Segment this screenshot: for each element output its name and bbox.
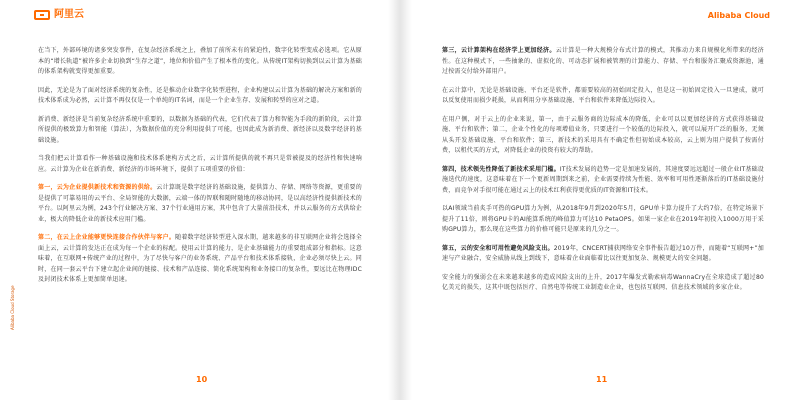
paragraph-lead: 第一，云为企业提供新技术和资源的供给。 — [38, 184, 157, 191]
paragraph — [442, 46, 764, 78]
paragraph-text: 2019年，CNCERT捕获网络安全事件报告超过10万件，而随着“互联网+”加速与产业融合，安全威胁从线上到线下，意味着企业面临着比以往更加复杂、规模更大的安全问题。 — [442, 244, 764, 262]
page-number-left: 10 — [196, 375, 208, 384]
paragraph-text: 新消费、新经济是当前复杂经济系统中重要的，以数据为基础的代表，它们代表了算力和智能为手段的新阶段，云计算所提供的极致算力和智能（算法），为数据价值的充分利用提供了可能，也因此成为新消费、新经济以及数字经济的基础设施。 — [38, 115, 362, 144]
right-header: Alibaba Cloud — [707, 11, 770, 20]
paragraph-text: 在用户侧，对于云上的企业来说，第一，由于云服务商的边际成本的降低，企业可以以更加经济的方式获得基础设施、平台和软件；第二，企业个性化的每项增值业务，只要进行一个较低的边际投入，就可以展开广泛的服务，无须从头开发基础设施、平台和软件；第三，新技术的采用具有不确定性但初始成本较高，云上则为用户提供了按需付费，以租代买的方式，对降低企业的投资有较大的帮助。 — [442, 115, 764, 154]
paragraph — [442, 204, 764, 236]
paragraph — [38, 46, 362, 78]
paragraph — [38, 233, 362, 286]
paragraph-lead: 第二，在云上企业能够更快连接合作伙伴与客户。 — [38, 234, 176, 241]
alibaba-cloud-logo-icon — [34, 10, 50, 20]
paragraph-text: 随着数字经济转型进入深水期，越来越多的非互联网企业将会选择全面上云，云计算的发达正在成为每一个企业的标配。使用云计算的能力，是企业基础能力的重要组成部分和指标。这意味着，在互联网+传统产业的过程中，为了尽快与客户的业务系统、产品平台和技术体系接轨，企业必须尽快上云。同时，在同一套云平台下建立起企业间的链接、技术和产品连接、简化系统架构和业务接口的复杂性，要远比在物理IDC及封闭技术体系上更加简单迅速。 — [38, 234, 362, 283]
paragraph — [442, 165, 764, 197]
paragraph — [442, 244, 764, 265]
paragraph-text: 当我们把云计算看作一种基础设施和技术体系建构方式之后，云计算所提供的就不再只是常被提及的经济性和快速响应。云计算为企业在新消费、新经济的市场环境下，提供了五项重要的价值： — [38, 155, 362, 173]
paragraph-text: 云计算是一种大规模分布式计算的模式，其推动力来自规模化所带来的经济性。在这种模式下，一些抽象的、虚拟化的、可动态扩展和被管理的计算能力、存储、平台和服务汇聚成资源池，通过按需交付给外部用户。 — [442, 47, 764, 75]
paragraph-text: 云计算既是数字经济的基础设施，提供算力、存储、网络等资源，更重要的是提供了可靠易用的云平台、全局智能的大数据，云端一体的智联和随时随地的移动协同，是以高经济性提供新技术的平台。以阿里云为例，243个行业解决方案、37个行业通用方案，其中包含了大量前沿技术，并以云服务的方式供给企业，极大的降低企业的新技术应用门槛。 — [38, 184, 362, 223]
paragraph-text: 安全能力的强弱会在未来越来越多的造成风险支出的上升，2017年爆发式勒索病毒WannaCry在全球造成了超过80亿美元的损失，这其中既包括医疗、自然电等传统工业制造业企业，也包括互联网、信息技术领域的多家企业。 — [442, 273, 764, 291]
paragraph — [38, 183, 362, 225]
paragraph-lead: 第四，技术领先性降低了新技术采用门槛。 — [442, 165, 560, 173]
page-number-right: 11 — [596, 375, 608, 384]
paragraph — [442, 86, 764, 107]
paragraph-lead: 第三，云计算架构在经济学上更加经济。 — [442, 47, 556, 54]
paragraph — [38, 154, 362, 175]
right-page — [400, 0, 800, 400]
paragraph-lead: 第五，云的安全和可用性避免风险支出。 — [442, 244, 554, 252]
paragraph — [38, 115, 362, 147]
paragraph — [442, 115, 764, 157]
paragraph-text: IT技术发展的趋势一定是加速发展的，其速度要远远超过一般企业IT基础设施迭代的速度，这意味着在下一个更新周期到来之前，企业需要持续为性能、效率和可用性逐渐落后的IT基础设施付费，而竞争对手很可能在通过云上的技术红利获得更优质的IT资源和IT技术。 — [442, 165, 764, 194]
paragraph-text: 在云计算中，无论是基础设施、平台还是软件，都需要较高的初始固定投入，但是这一初始固定投入一旦建成，就可以反复使用而损少耗损，从而利用分享基础设施、平台和软件来降低边际投入。 — [442, 86, 764, 104]
brand-name: 阿里云 — [54, 9, 84, 20]
brand-logo — [34, 10, 84, 20]
paragraph-text: 因此，无论是为了面对经济系统的复杂性，还是推动企业数字化转型进程，企业构建以云计算为基础的解决方案和新的技术体系成为必然，云计算不再仅仅是一个单纯的IT名词，而是一个企业生存、发展和转型的应对之道。 — [38, 86, 362, 104]
paragraph-text: 在当下，外部环境的诸多突发事件，在复杂经济系统之上，叠加了前所未有的紧迫性，数字化转型变成必选项。它从原本的“增长轨道”被许多企业切换到“生存之道”，地位和价值产生了根本性的变化。从传统IT架构切换到以云计算为基础的体系架构就变得更加重要。 — [38, 47, 362, 75]
paragraph-text: 以AI领域当前炙手可热的GPU算力为例，从2018年9月到2020年5月，GPU单卡算力提升了大约7倍，在特定场景下提升了11倍，则将GPU卡的AI能算系统的峰值算力可达10 PetaOPS。如果一家企业在2019年初投入1000万用于采购GPU算力，那么现在这些算力的价格可能只是原来的几分之一。 — [442, 205, 764, 233]
side-text: Alibaba Cloud Storage — [10, 285, 15, 330]
paragraph — [38, 86, 362, 107]
paragraph — [442, 273, 764, 294]
